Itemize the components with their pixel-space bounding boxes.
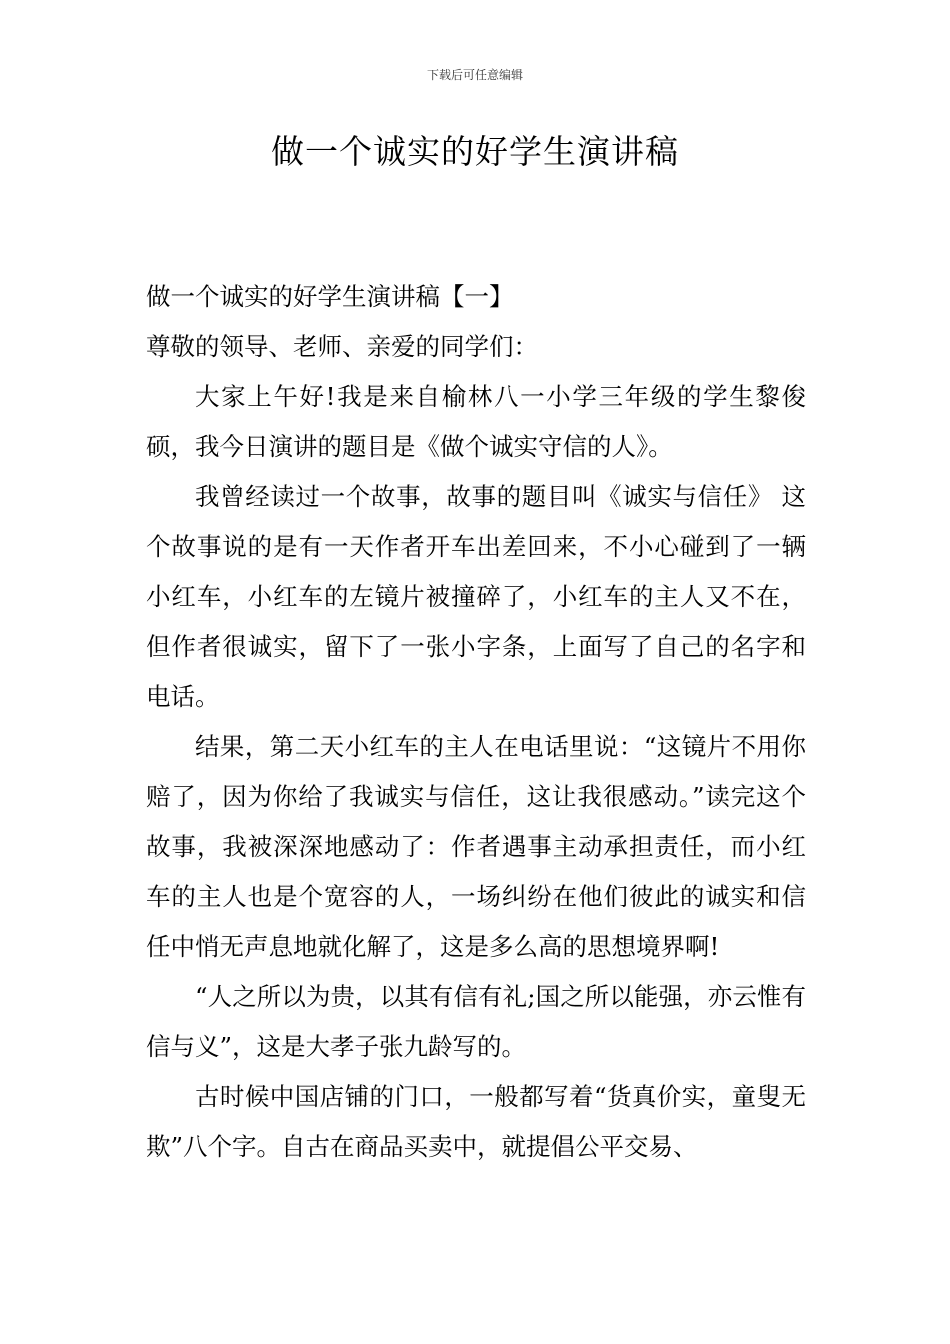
salutation: 尊敬的领导、老师、亲爱的同学们：: [146, 332, 538, 361]
paragraph: 结果，第二天小红车的主人在电话里说：“这镜片不用你赔了，因为你给了我诚实与信任，这让我很感动。”读完这个故事，我被深深地感动了：作者遇事主动承担责任，而小红车的主人也是个宽容的人，一场纠纷在他们彼此的诚实和信任中悄无声息地就化解了，这是多么高的思想境界啊!: [146, 732, 806, 961]
paragraph: 我曾经读过一个故事，故事的题目叫《诚实与信任》 这个故事说的是有一天作者开车出差回来，不小心碰到了一辆小红车，小红车的左镜片被撞碎了，小红车的主人又不在，但作者很诚实，留下了一张小字条，上面写了自己的名字和电话。: [146, 482, 806, 711]
document-title: 做一个诚实的好学生演讲稿: [271, 132, 679, 171]
document-body: [146, 272, 806, 1172]
paragraph: 大家上午好!我是来自榆林八一小学三年级的学生黎俊硕，我今日演讲的题目是《做个诚实守信的人》。: [146, 382, 806, 461]
section-heading: 做一个诚实的好学生演讲稿【一】: [146, 282, 514, 311]
header-note: 下载后可任意编辑: [426, 68, 523, 82]
paragraph: 古时候中国店铺的门口，一般都写着“货真价实，童叟无欺”八个字。自古在商品买卖中，就提倡公平交易、: [146, 1082, 806, 1161]
paragraph: “人之所以为贵，以其有信有礼;国之所以能强，亦云惟有信与义”，这是大孝子张九龄写的。: [146, 982, 806, 1061]
